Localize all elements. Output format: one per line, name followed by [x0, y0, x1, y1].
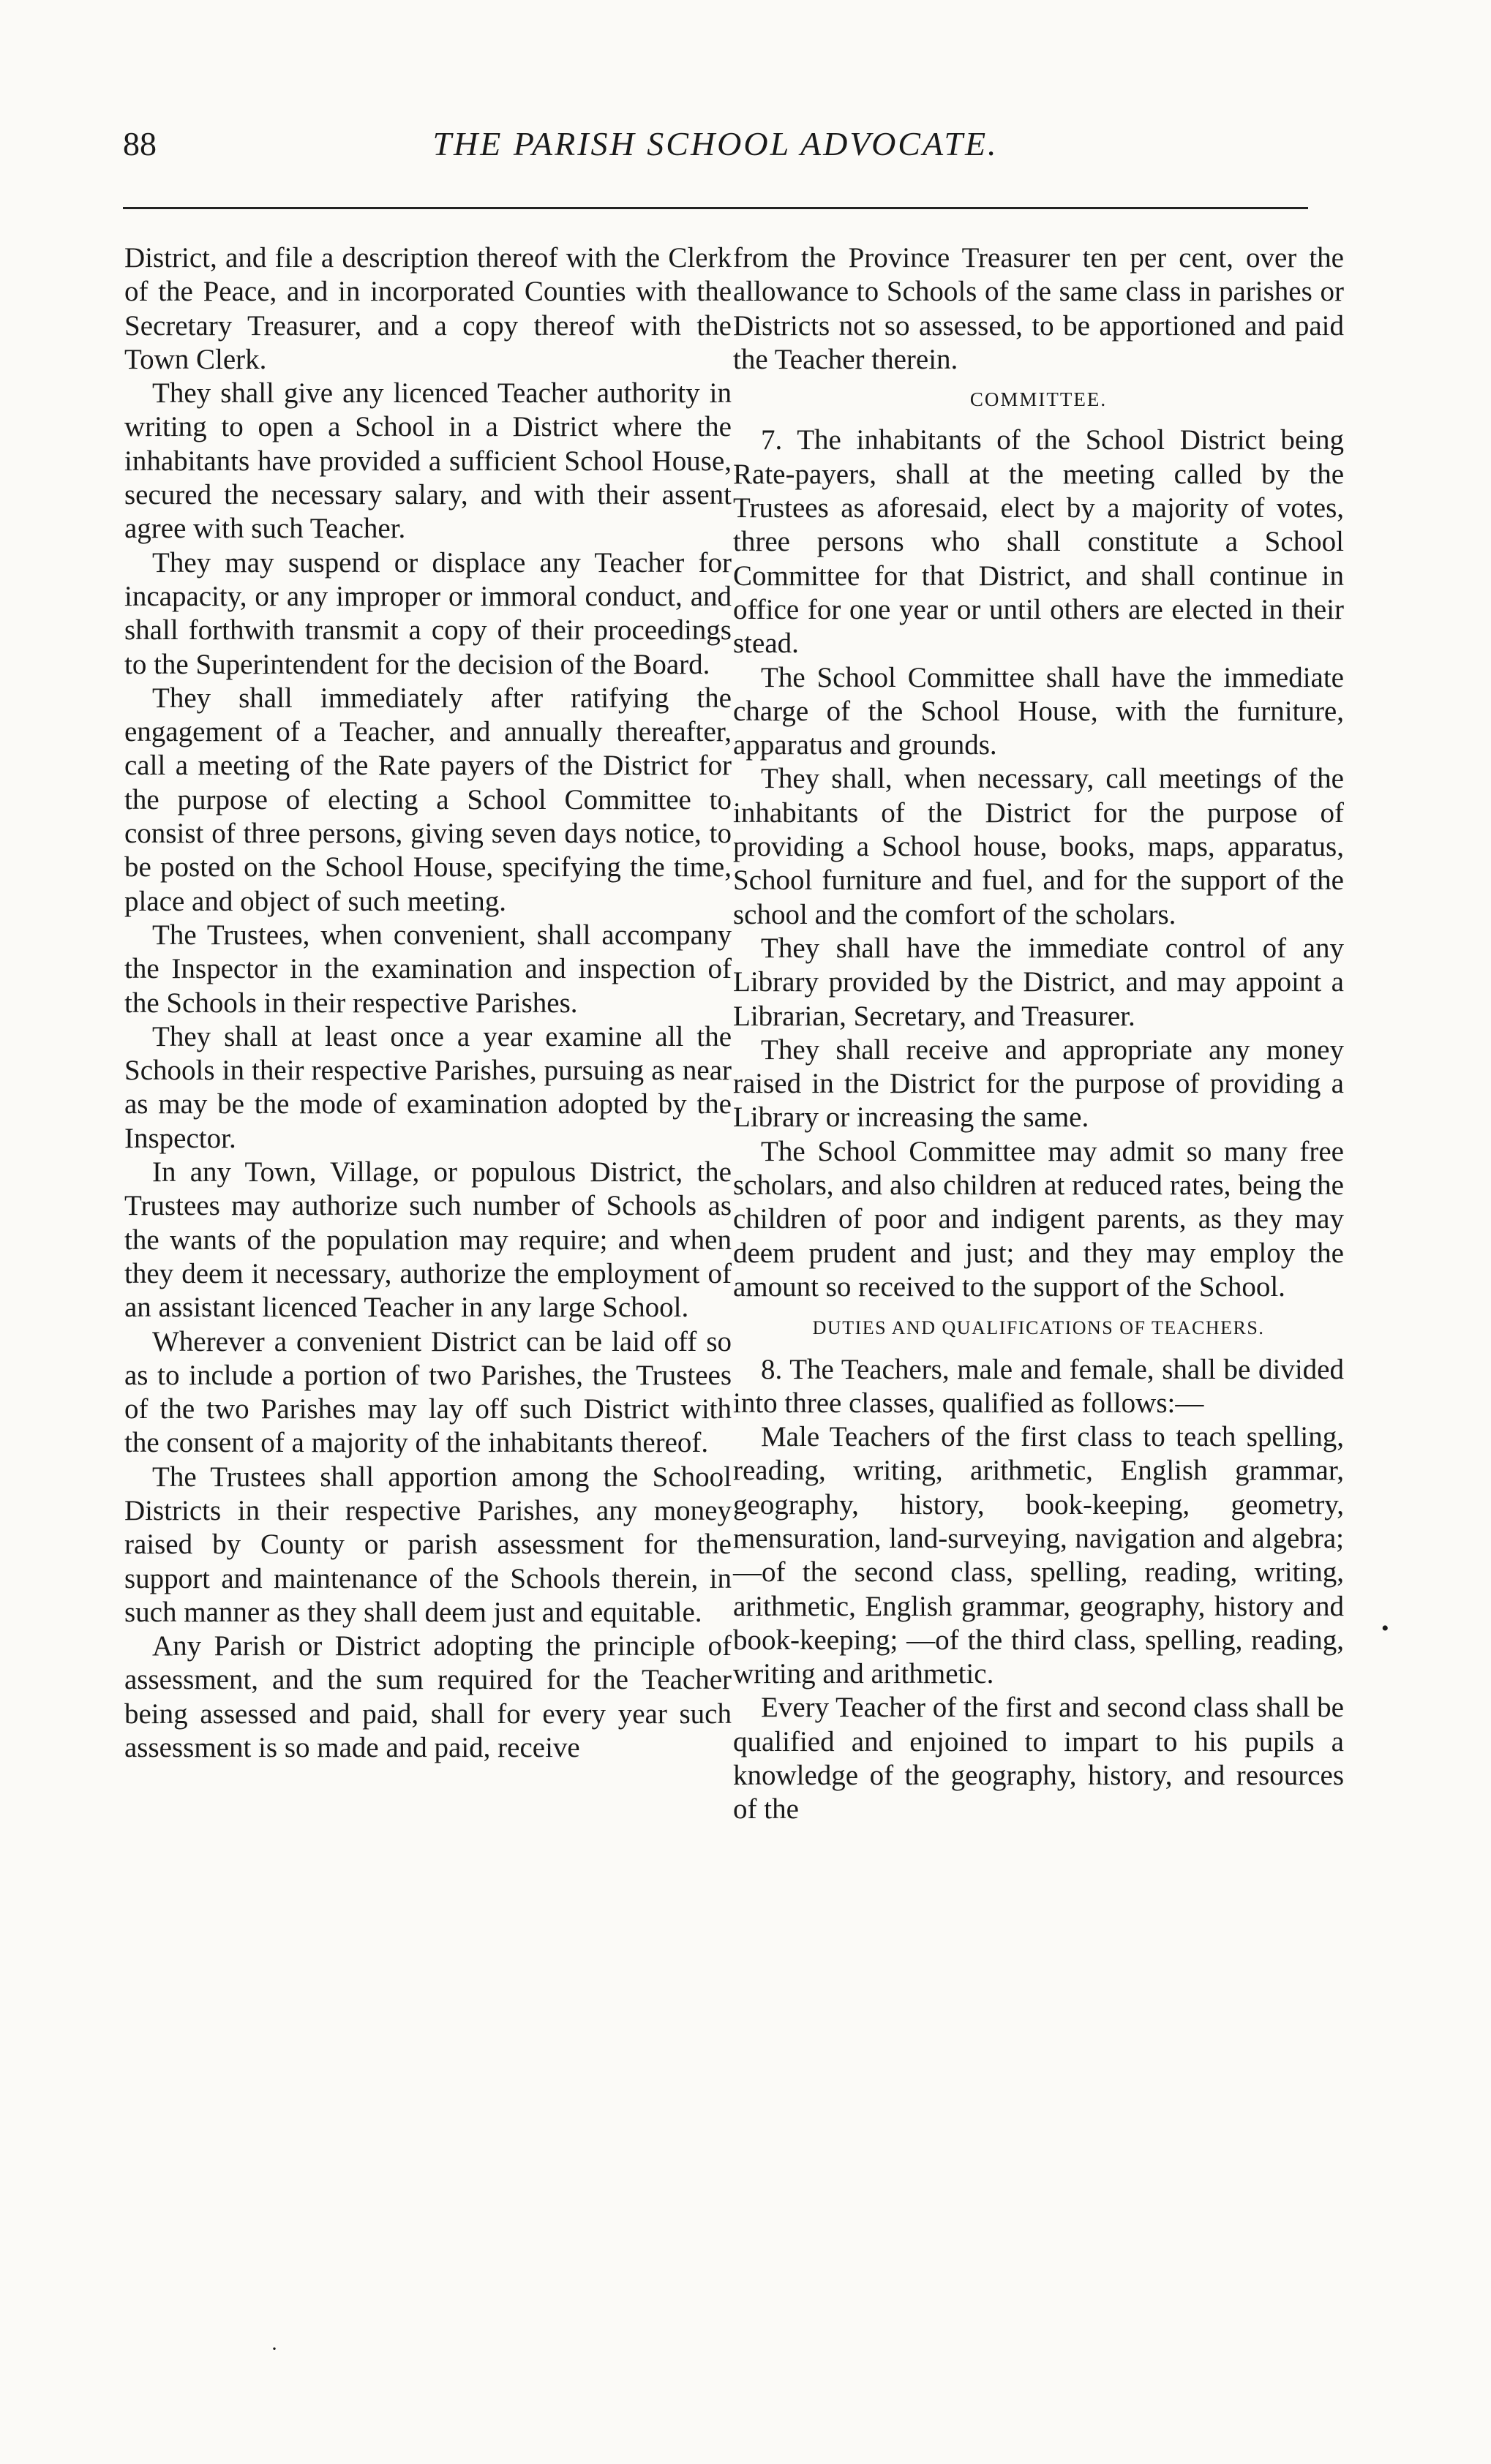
paragraph: District, and file a description thereof with the Clerk of the Peace, and in incorporated Counties with the Secretary Treasurer, and a copy thereof with the Town Clerk. [124, 242, 732, 375]
paragraph: The Trustees, when convenient, shall accompany the Inspector in the examination and inspection of the Schools in their respective Parishes. [124, 919, 732, 1019]
paragraph: They may suspend or displace any Teacher for incapacity, or any improper or immoral conduct, and shall forthwith transmit a copy of their proceedings to the Superintendent for the decision of the Board. [124, 546, 732, 680]
paragraph: In any Town, Village, or populous District, the Trustees may authorize such number of Schools as the wants of the population may require; and when they deem it necessary, authorize the employment of an assistant licenced Teacher in any large School. [124, 1156, 732, 1324]
paragraph: Any Parish or District adopting the principle of assessment, and the sum required for the Teacher being assessed and paid, shall for every year such assessment is so made and paid, receive [124, 1630, 732, 1764]
page-header [123, 124, 1308, 176]
paragraph: Male Teachers of the first class to teach spelling, reading, writing, arithmetic, English grammar, geography, history, book-keeping, geometry, mensuration, land-surveying, navigation and algebra; —of the second class, spelling, reading, writing, arithmetic, English grammar, geography, history and book-keeping; —of the third class, spelling, reading, writing and arithmetic. [733, 1421, 1344, 1690]
paragraph: They shall immediately after ratifying the engagement of a Teacher, and annually thereafter, call a meeting of the Rate payers of the District for the purpose of electing a School Committee to consist of three persons, giving seven days notice, to be posted on the School House, specifying the time, place and object of such meeting. [124, 682, 732, 917]
paragraph: The Trustees shall apportion among the School Districts in their respective Parishes, any money raised by County or parish assessment for the support and maintenance of the Schools therein, in such manner as they shall deem just and equitable. [124, 1461, 732, 1628]
margin-bullet: • [1381, 1616, 1389, 1640]
paragraph: The School Committee shall have the immediate charge of the School House, with the furniture, apparatus and grounds. [733, 661, 1344, 761]
left-column [124, 241, 732, 1765]
section-heading-duties: DUTIES AND QUALIFICATIONS OF TEACHERS. [812, 1317, 1265, 1339]
paragraph: Every Teacher of the first and second class shall be qualified and enjoined to impart to his pupils a knowledge of the geography, history, and resources of the [733, 1692, 1344, 1826]
paragraph: 8. The Teachers, male and female, shall be divided into three classes, qualified as follows:— [733, 1353, 1344, 1419]
paragraph: 7. The inhabitants of the School District being Rate-payers, shall at the meeting called by the Trustees as aforesaid, elect by a majority of votes, three persons who shall constitute a School Committee for that District, and shall continue in office for one year or until others are elected in their stead. [733, 424, 1344, 660]
paragraph: from the Province Treasurer ten per cent, over the allowance to Schools of the same class in parishes or Districts not so assessed, to be apportioned and paid the Teacher therein. [733, 242, 1344, 375]
paragraph: They shall at least once a year examine all the Schools in their respective Parishes, pursuing as near as may be the mode of examination adopted by the Inspector. [124, 1020, 732, 1154]
paragraph: They shall receive and appropriate any money raised in the District for the purpose of providing a Library or increasing the same. [733, 1033, 1344, 1134]
section-heading-committee: COMMITTEE. [969, 388, 1108, 411]
page-number: 88 [123, 125, 157, 162]
header-rule [123, 207, 1308, 209]
stray-dot: · [271, 2337, 278, 2361]
running-title: THE PARISH SCHOOL ADVOCATE. [432, 125, 999, 162]
paragraph: The School Committee may admit so many free scholars, and also children at reduced rates, being the children of poor and indigent parents, as they may deem prudent and just; and they may employ the amount so received to the support of the School. [733, 1135, 1344, 1303]
paragraph: They shall, when necessary, call meetings of the inhabitants of the District for the purpose of providing a School house, books, maps, apparatus, School furniture and fuel, and for the support of the school and the comfort of the scholars. [733, 763, 1344, 930]
paragraph: They shall give any licenced Teacher authority in writing to open a School in a District where the inhabitants have provided a sufficient School House, secured the necessary salary, and with their assent agree with such Teacher. [124, 377, 732, 545]
right-column [733, 241, 1344, 1827]
paragraph: They shall have the immediate control of any Library provided by the District, and may appoint a Librarian, Secretary, and Treasurer. [733, 932, 1344, 1032]
paragraph: Wherever a convenient District can be laid off so as to include a portion of two Parishes, the Trustees of the two Parishes may lay off such District with the consent of a majority of the inhabitants thereof. [124, 1325, 732, 1459]
